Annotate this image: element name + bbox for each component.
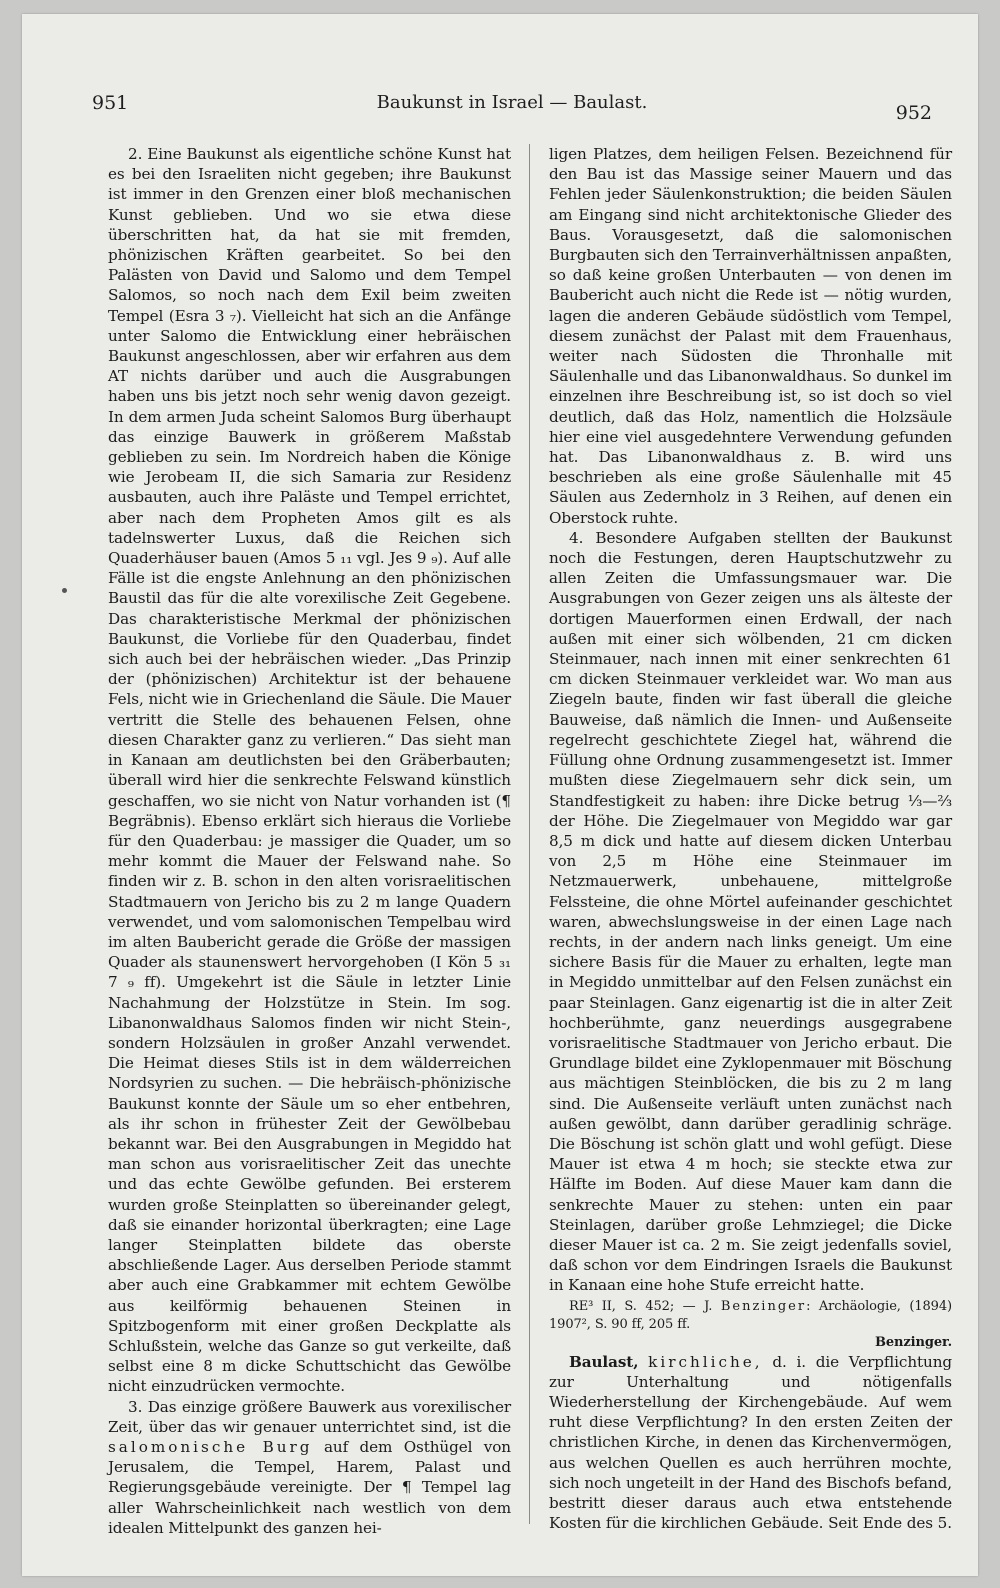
section-3-text-start: 3. Das einzige größere Bauwerk aus vorexilischer Zeit, über das wir genauer unterrichtet sind, ist die <box>108 1397 511 1436</box>
left-column <box>108 144 511 1538</box>
section-3-text-end: auf dem Osthügel von Jerusalem, die Tempel, Harem, Palast und Regierungsgebäude vereinigte. Der ¶ Tempel lag aller Wahrscheinlichkeit nach westlich von dem idealen Mittelpunkt des ganzen hei- <box>108 1438 511 1537</box>
baulast-headword: Baulast, <box>569 1352 639 1371</box>
article-author: Benzinger. <box>874 1334 952 1350</box>
references-end: : Archäologie, (1894) 1907², S. 90 ff, 205 ff. <box>549 1298 952 1332</box>
baulast-qualifier: kirchliche, <box>648 1352 763 1371</box>
references <box>549 1298 952 1334</box>
section-3-continuation: ligen Platzes, dem heiligen Felsen. Bezeichnend für den Bau ist das Massige seiner Mauern und das Fehlen jeder Säulenkonstruktion; die beiden Säulen am Eingang sind nicht architektonische Glieder des Baus. Vorausgesetzt, daß die salomonischen Burgbauten sich den Terrainverhältnissen anpaßten, so daß keine großen Unterbauten — von denen im Baubericht auch nicht die Rede ist — nötig wurden, lagen die anderen Gebäude südöstlich vom Tempel, diesem zunächst der Palast mit dem Frauenhaus, weiter nach Südosten die Thronhalle mit Säulenhalle und das Libanonwaldhaus. So dunkel im einzelnen ihre Beschreibung ist, so ist doch so viel deutlich, daß das Holz, namentlich die Holzsäule hier eine viel ausgedehntere Verwendung gefunden hat. Das Libanonwaldhaus z. B. wird uns beschrieben als eine große Säulenhalle mit 45 Säulen aus Zedernholz in 3 Reihen, auf denen ein Oberstock ruhte. <box>549 145 952 527</box>
section-4-paragraph: 4. Besondere Aufgaben stellten der Baukunst noch die Festungen, deren Hauptschutzwehr zu allen Zeiten die Umfassungsmauer war. Die Ausgrabungen von Gezer zeigen uns als älteste der dortigen Mauerformen einen Erdwall, der nach außen mit einer sich wölbenden, 21 cm dicken Steinmauer, nach innen mit einer senkrechten 61 cm dicken Steinmauer verkleidet war. Wo man aus Ziegeln baute, finden wir fast überall die gleiche Bauweise, daß nämlich die Innen- und Außenseite regelrecht geschichtete Ziegel hat, während die Füllung ohne Ordnung zusammengesetzt ist. Immer mußten diese Ziegelmauern sehr dick sein, um Standfestigkeit zu haben: ihre Dicke betrug ⅓—⅔ der Höhe. Die Ziegelmauer von Megiddo war gar 8,5 m dick und hatte auf diesem dicken Unterbau von 2,5 m Höhe eine Steinmauer im Netzmauerwerk, unbehauene, mittelgroße Felssteine, die ohne Mörtel aufeinander geschichtet waren, abwechslungsweise in der einen Lage nach rechts, in der andern nach links geneigt. Um eine sichere Basis für die Mauer zu erhalten, legte man in Megiddo unmittelbar auf den Felsen zunächst ein paar Steinlagen. Ganz eigenartig ist die in alter Zeit hochberühmte, ganz neuerdings ausgegrabene vorisraelitische Stadtmauer von Jericho erbaut. Die Grundlage bildet eine Zyklopenmauer mit Böschung aus mächtigen Steinblöcken, die bis zu 2 m lang sind. Die Außenseite verläuft unten zunächst nach außen gewölbt, dann darüber geradlinig schräge. Die Böschung ist schön glatt und wohl gefügt. Diese Mauer ist etwa 4 m hoch; sie steckte etwa zur Hälfte im Boden. Auf diese Mauer kam dann die senkrechte Mauer zu stehen: unten ein paar Steinlagen, darüber große Lehmziegel; die Dicke dieser Mauer ist ca. 2 m. Sie zeigt jedenfalls soviel, daß schon vor dem Eindringen Israels die Baukunst in Kanaan eine hohe Stufe erreicht hatte. <box>549 528 952 1295</box>
section-3-paragraph <box>108 1397 511 1538</box>
margin-dot <box>62 588 67 593</box>
book-page <box>22 14 978 1576</box>
section-2-paragraph: 2. Eine Baukunst als eigentliche schöne Kunst hat es bei den Israeliten nicht gegeben; ihre Baukunst ist immer in den Grenzen einer bloß mechanischen Kunst geblieben. Und wo sie etwa diese überschritten hat, da hat sie mit fremden, phönizischen Kräften gearbeitet. So bei den Palästen von David und Salomo und dem Tempel Salomos, so noch nach dem Exil beim zweiten Tempel (Esra 3 ₇). Vielleicht hat sich an die Anfänge unter Salomo die Entwicklung einer hebräischen Baukunst angeschlossen, aber wir erfahren aus dem AT nichts darüber und auch die Ausgrabungen haben uns bis jetzt noch sehr wenig davon gezeigt. In dem armen Juda scheint Salomos Burg überhaupt das einzige Bauwerk in größerem Maßstab geblieben zu sein. Im Nordreich haben die Könige wie Jerobeam II, die sich Samaria zur Residenz ausbauten, auch ihre Paläste und Tempel errichtet, aber nach dem Propheten Amos gilt es als tadelnswerter Luxus, daß die Reichen sich Quaderhäuser bauen (Amos 5 ₁₁ vgl. Jes 9 ₉). Auf alle Fälle ist die engste Anlehnung an den phönizischen Baustil das für die alte vorexilische Zeit Gegebene. Das charakteristische Merkmal der phönizischen Baukunst, die Vorliebe für den Quaderbau, findet sich auch bei der hebräischen wieder. „Das Prinzip der (phönizischen) Architektur ist der behauene Fels, nicht wie in Griechenland die Säule. Die Mauer vertritt die Stelle des behauenen Felsen, ohne diesen Charakter ganz zu verlieren.“ Das sieht man in Kanaan am deutlichsten bei den Gräberbauten; überall wird hier die senkrechte Felswand künstlich geschaffen, wo sie nicht von Natur vorhanden ist (¶ Begräbnis). Ebenso erklärt sich hieraus die Vorliebe für den Quaderbau: je massiger die Quader, um so mehr kommt die Mauer der Felswand nahe. So finden wir z. B. schon in den alten vorisraelitischen Stadtmauern von Jericho bis zu 2 m lange Quadern verwendet, und vom salomonischen Tempelbau wird im alten Baubericht gerade die Größe der massigen Quader als staunenswert hervorgehoben (I Kön 5 ₃₁ 7 ₉ ff). Umgekehrt ist die Säule in letzter Linie Nachahmung der Holzstütze in Stein. Im sog. Libanonwaldhaus Salomos finden wir nicht Stein-, sondern Holzsäulen in großer Anzahl verwendet. Die Heimat dieses Stils ist in dem wälderreichen Nordsyrien zu suchen. — Die hebräisch-phönizische Baukunst konnte der Säule um so eher entbehren, als ihr schon in frühester Zeit der Gewölbebau bekannt war. Bei den Ausgrabungen in Megiddo hat man schon aus vorisraelitischer Zeit das unechte und das echte Gewölbe gefunden. Bei ersterem wurden große Steinplatten so übereinander gelegt, daß sie einander horizontal überkragten; eine Lage langer Steinplatten bildete das oberste abschließende Lager. Aus derselben Periode stammt aber auch eine Grabkammer mit echtem Gewölbe aus keilförmig behauenen Steinen in Spitzbogenform mit einer großen Deckplatte als Schlußstein, welche das Ganze so gut verkeilte, daß selbst eine 8 m dicke Schuttschicht das Gewölbe nicht einzudrücken vermochte. <box>108 145 511 1396</box>
page-number-right: 952 <box>895 102 932 124</box>
column-divider <box>529 144 530 1524</box>
running-title: Baukunst in Israel — Baulast. <box>376 92 648 113</box>
references-start: RE³ II, S. 452; — J. <box>569 1298 713 1314</box>
baulast-definition: d. i. die Verpflichtung zur Unterhaltung und nötigenfalls Wiederherstellung der Kirchengebäude. Auf wem ruht diese Verpflichtung? In den ersten Zeiten der christlichen Kirche, in denen das Kirchenvermögen, aus welchen Quellen es auch herrühren mochte, sich noch ungeteilt in der Hand des Bischofs befand, bestritt dieser daraus auch etwa entstehende Kosten für die kirchlichen Gebäude. Seit Ende des 5. <box>549 1352 952 1533</box>
page-number-left: 951 <box>92 92 129 114</box>
salomonische-burg-term: salomonische Burg <box>108 1438 313 1456</box>
page-header <box>92 84 932 124</box>
references-author: Benzinger <box>720 1298 807 1314</box>
baulast-entry <box>549 1352 952 1534</box>
right-column <box>549 144 952 1533</box>
